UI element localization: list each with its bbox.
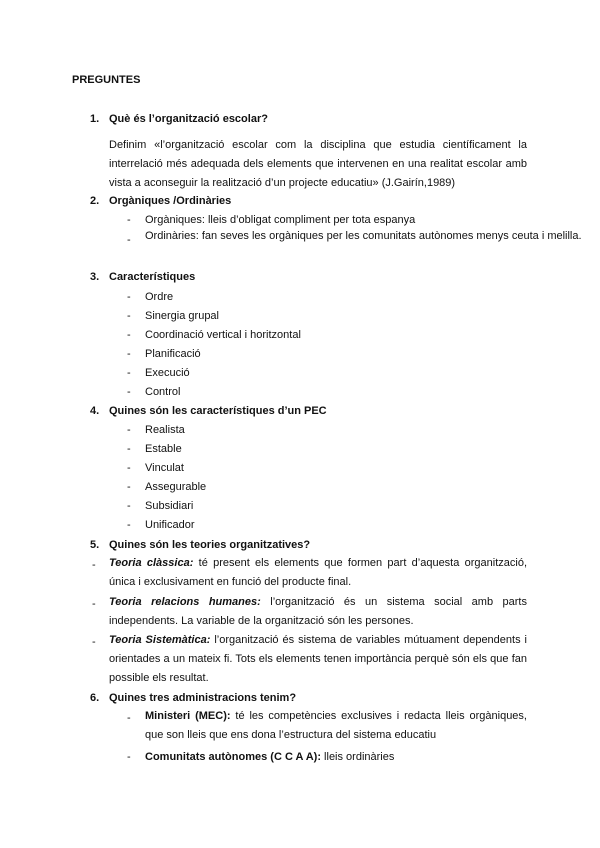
q4-item: Unificador xyxy=(145,519,195,531)
q5-item-classica xyxy=(109,554,527,592)
q2-item-organiques: Orgàniques: lleis d’obligat compliment per tota espanya xyxy=(145,214,416,226)
list-dash: - xyxy=(127,310,131,322)
list-dash: - xyxy=(92,598,96,610)
q6-number: 6. xyxy=(90,692,100,704)
q3-item: Control xyxy=(145,386,181,398)
q2-item-ordinaries: Ordinàries: fan seves les orgàniques per les comunitats autònomes menys ceuta i melilla. xyxy=(145,230,582,242)
q4-item: Realista xyxy=(145,424,185,436)
q6-item-ministeri xyxy=(145,707,527,745)
list-dash: - xyxy=(92,559,96,571)
list-dash: - xyxy=(127,443,131,455)
q5-title: Quines són les teories organitzatives? xyxy=(109,539,311,551)
list-dash: - xyxy=(127,367,131,379)
q6-term: Ministeri (MEC): xyxy=(145,710,231,722)
q5-term: Teoria clàssica: xyxy=(109,557,194,569)
list-dash: - xyxy=(127,462,131,474)
list-dash: - xyxy=(127,329,131,341)
list-dash: - xyxy=(127,712,131,724)
q6-text: lleis ordinàries xyxy=(321,751,395,763)
list-dash: - xyxy=(127,481,131,493)
q5-item-sistematica xyxy=(109,631,527,688)
q3-item: Coordinació vertical i horitzontal xyxy=(145,329,301,341)
q1-title: Què és l’organització escolar? xyxy=(109,113,268,125)
list-dash: - xyxy=(127,500,131,512)
q5-text: té present els elements que formen part d’aquesta organització, única i exclusivament en funció del producte final. xyxy=(109,557,527,588)
list-dash: - xyxy=(127,386,131,398)
q4-item: Vinculat xyxy=(145,462,184,474)
q2-title: Orgàniques /Ordinàries xyxy=(109,195,232,207)
q3-item: Sinergia grupal xyxy=(145,310,219,322)
list-dash: - xyxy=(127,348,131,360)
q4-title: Quines són les característiques d’un PEC xyxy=(109,405,327,417)
list-dash: - xyxy=(127,519,131,531)
page-heading: PREGUNTES xyxy=(72,74,141,86)
q6-text: té les competències exclusives i redacta lleis orgàniques, que son lleis que ens dona l’estructura del sistema educatiu xyxy=(145,710,527,741)
q4-item: Estable xyxy=(145,443,182,455)
q3-item: Ordre xyxy=(145,291,174,303)
list-dash: - xyxy=(127,751,131,763)
q1-paragraph: Definim «l’organització escolar com la disciplina que estudia científicament la interrelació més adequada dels elements que intervenen en una realitat escolar amb vista a aconseguir la realització d’un projecte educatiu» (J.Gairín,1989) xyxy=(109,139,527,189)
q5-item-relacions-humanes xyxy=(109,593,527,631)
q6-item-comunitats xyxy=(145,750,394,764)
q3-number: 3. xyxy=(90,271,100,283)
q3-title: Característiques xyxy=(109,271,196,283)
list-dash: - xyxy=(92,636,96,648)
list-dash: - xyxy=(127,291,131,303)
q1-number: 1. xyxy=(90,113,100,125)
q3-item: Planificació xyxy=(145,348,201,360)
q6-title: Quines tres administracions tenim? xyxy=(109,692,297,704)
list-dash: - xyxy=(127,234,131,246)
q5-text: l’organització és un sistema social amb parts independents. La variable de la organització són les persones. xyxy=(109,596,527,627)
q5-term: Teoria relacions humanes: xyxy=(109,596,261,608)
q4-item: Subsidiari xyxy=(145,500,194,512)
q5-text: l’organització és sistema de variables mútuament dependents i orientades a un mateix fi. Tots els elements tenen importància perquè són els que fan possible els resultat. xyxy=(109,634,527,684)
list-dash: - xyxy=(127,424,131,436)
q3-item: Execució xyxy=(145,367,190,379)
list-dash: - xyxy=(127,214,131,226)
q5-term: Teoria Sistemàtica: xyxy=(109,634,211,646)
q4-number: 4. xyxy=(90,405,100,417)
q2-number: 2. xyxy=(90,195,100,207)
q6-term: Comunitats autònomes (C C A A): xyxy=(145,751,321,763)
q5-number: 5. xyxy=(90,539,100,551)
q4-item: Assegurable xyxy=(145,481,207,493)
